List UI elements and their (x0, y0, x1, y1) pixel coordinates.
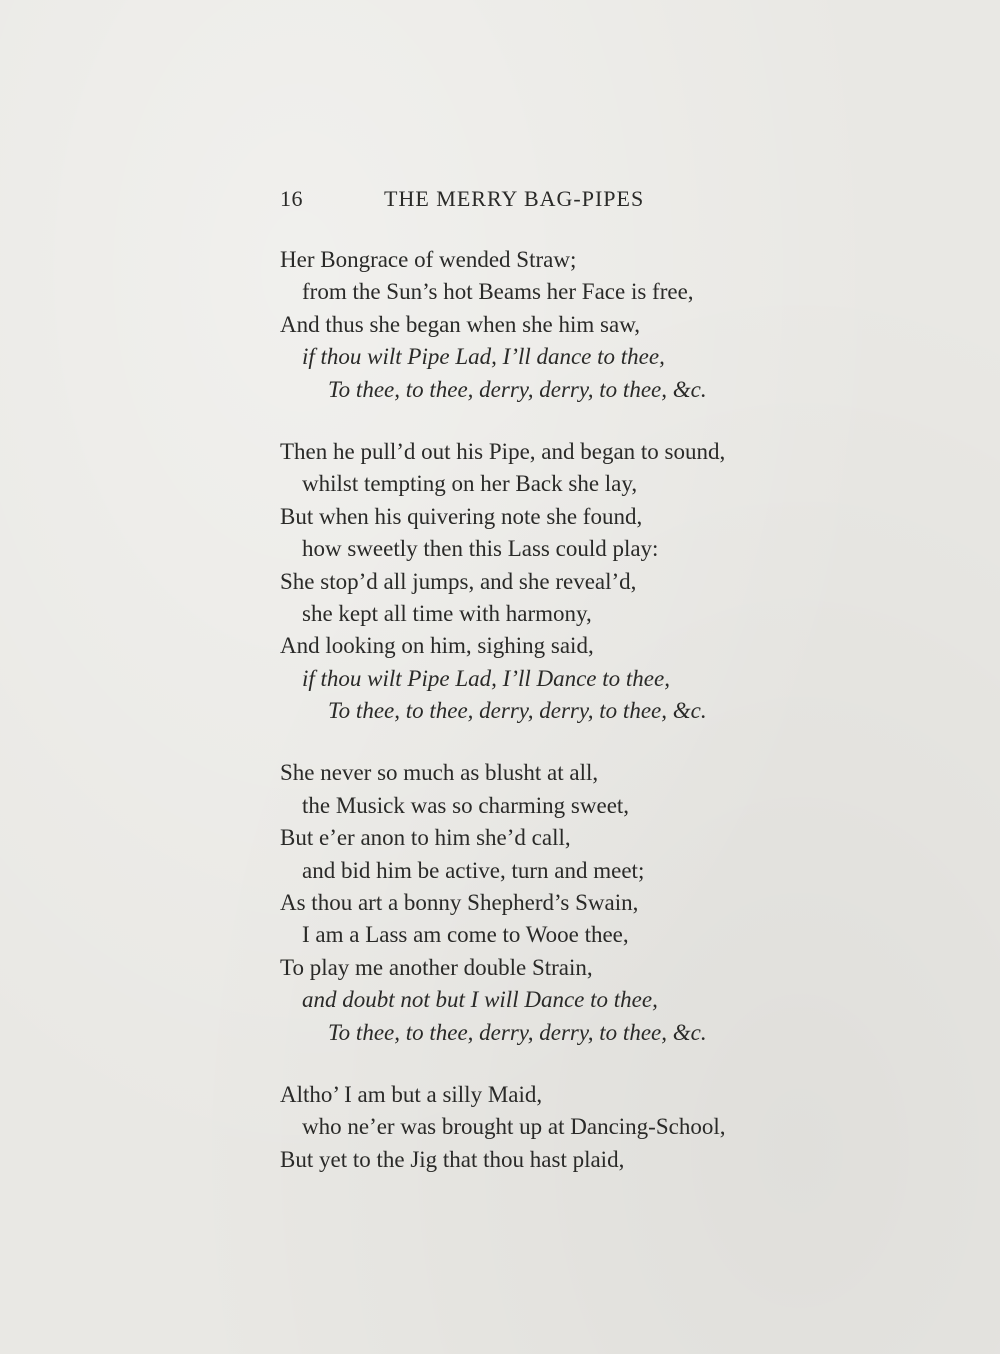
refrain-line: To thee, to thee, derry, derry, to thee, &c. (328, 1019, 707, 1045)
stanza (280, 436, 840, 728)
verse-line: how sweetly then this Lass could play: (302, 536, 659, 562)
verse-line: Altho’ I am but a silly Maid, (280, 1081, 543, 1107)
verse-line: But e’er anon to him she’d call, (280, 825, 571, 851)
verse-line: She never so much as blusht at all, (280, 760, 599, 786)
verse-line: I am a Lass am come to Wooe thee, (302, 922, 629, 948)
refrain-line: and doubt not but I will Dance to thee, (302, 987, 658, 1013)
page-header (280, 186, 700, 220)
running-title: THE MERRY BAG-PIPES (384, 186, 645, 211)
verse-line: who ne’er was brought up at Dancing-School, (302, 1114, 726, 1140)
stanza (280, 757, 840, 1049)
verse-line: But yet to the Jig that thou hast plaid, (280, 1146, 625, 1172)
verse-line: As thou art a bonny Shepherd’s Swain, (280, 890, 639, 916)
verse-line: And thus she began when she him saw, (280, 311, 641, 337)
verse-line: Her Bongrace of wended Straw; (280, 247, 577, 272)
stanza (280, 244, 840, 406)
refrain-line: if thou wilt Pipe Lad, I’ll Dance to thee, (302, 665, 670, 691)
verse-line: and bid him be active, turn and meet; (302, 857, 645, 883)
verse-line: whilst tempting on her Back she lay, (302, 471, 638, 497)
verse-line: But when his quivering note she found, (280, 503, 643, 529)
verse-line: she kept all time with harmony, (302, 600, 592, 626)
verse-line: And looking on him, sighing said, (280, 633, 594, 659)
verse-line: Then he pull’d out his Pipe, and began to sound, (280, 438, 726, 464)
poem-body (280, 244, 840, 1206)
stanza (280, 1079, 840, 1176)
verse-line: the Musick was so charming sweet, (302, 792, 630, 818)
verse-line: She stop’d all jumps, and she reveal’d, (280, 568, 637, 594)
verse-line: To play me another double Strain, (280, 954, 593, 980)
refrain-line: To thee, to thee, derry, derry, to thee, &c. (328, 376, 707, 402)
page-number: 16 (280, 186, 303, 211)
refrain-line: To thee, to thee, derry, derry, to thee, &c. (328, 698, 707, 724)
verse-line: from the Sun’s hot Beams her Face is free, (302, 279, 694, 305)
refrain-line: if thou wilt Pipe Lad, I’ll dance to thee, (302, 344, 665, 370)
